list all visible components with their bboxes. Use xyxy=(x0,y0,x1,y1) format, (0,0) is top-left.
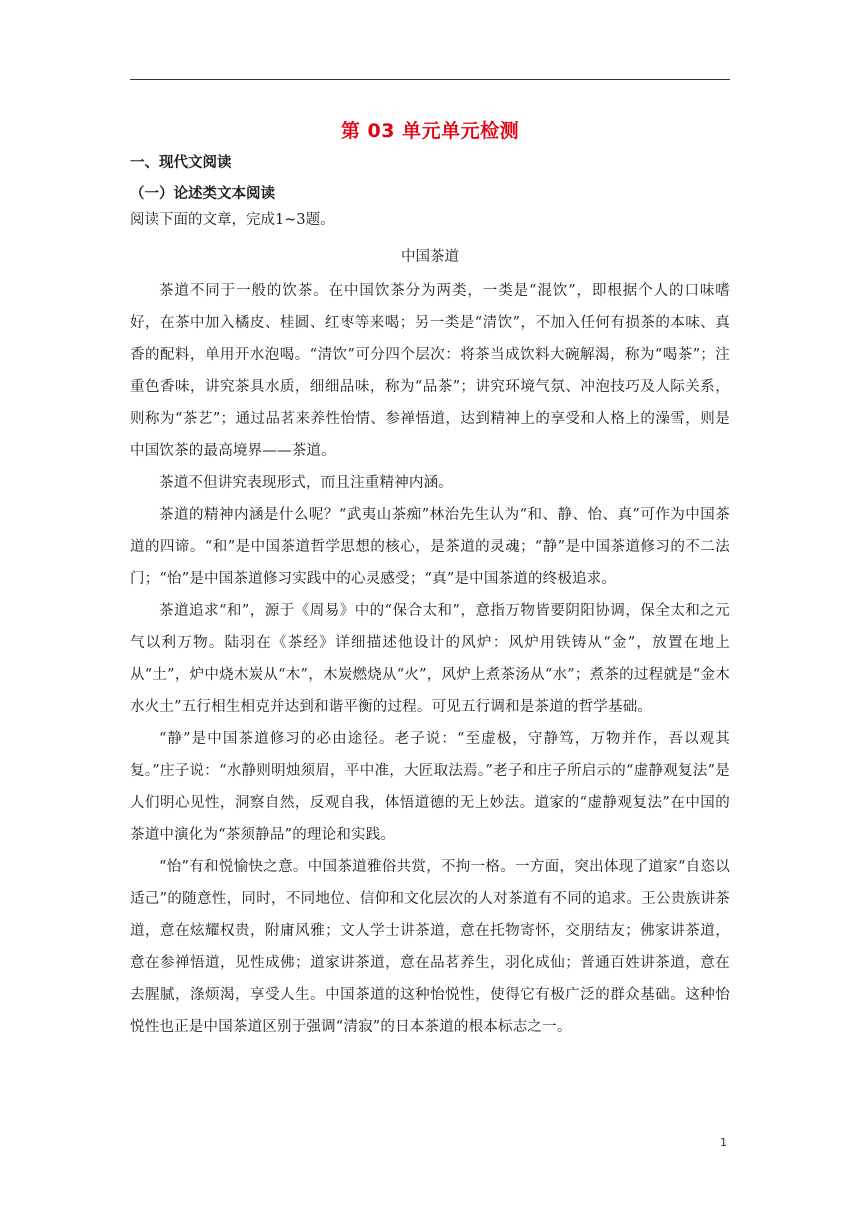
article-paragraph: “静”是中国茶道修习的必由途径。老子说：“至虚极，守静笃，万物并作，吾以观其复。”庄子说：“水静则明烛须眉，平中准，大匠取法焉。”老子和庄子所启示的“虚静观复法”是人们明心见性，洞察自然，反观自我，体悟道德的无上妙法。道家的“虚静观复法”在中国的茶道中演化为“茶须静品”的理论和实践。 xyxy=(130,731,730,843)
article-title: 中国茶道 xyxy=(401,249,459,265)
section-heading: 一、现代文阅读 xyxy=(130,155,232,171)
article-body xyxy=(130,275,730,1043)
subsection-heading: （一）论述类文本阅读 xyxy=(130,186,275,202)
article-paragraph: 茶道不但讲究表现形式，而且注重精神内涵。 xyxy=(159,475,453,491)
article-paragraph: “怡”有和悦愉快之意。中国茶道雅俗共赏，不拘一格。一方面，突出体现了道家“自恣以适己”的随意性，同时，不同地位、信仰和文化层次的人对茶道有不同的追求。王公贵族讲茶道，意在炫耀权贵，附庸风雅；文人学士讲茶道，意在托物寄怀，交朋结友；佛家讲茶道，意在参禅悟道，见性成佛；道家讲茶道，意在品茗养生，羽化成仙；普通百姓讲茶道，意在去腥腻，涤烦渴，享受人生。中国茶道的这种怡悦性，使得它有极广泛的群众基础。这种怡悦性也正是中国茶道区别于强调“清寂”的日本茶道的根本标志之一。 xyxy=(130,859,730,1035)
document-title: 第 03 单元单元检测 xyxy=(340,120,520,142)
article-paragraph: 茶道的精神内涵是什么呢？“武夷山茶痴”林治先生认为“和、静、怡、真”可作为中国茶道的四谛。“和”是中国茶道哲学思想的核心，是茶道的灵魂；“静”是中国茶道修习的不二法门；“怡”是中国茶道修习实践中的心灵感受；“真”是中国茶道的终极追求。 xyxy=(130,507,730,587)
header-rule xyxy=(130,79,730,80)
article-paragraph: 茶道不同于一般的饮茶。在中国饮茶分为两类，一类是“混饮”，即根据个人的口味嗜好，在茶中加入橘皮、桂圆、红枣等来喝；另一类是“清饮”，不加入任何有损茶的本味、真香的配料，单用开水泡喝。“清饮”可分四个层次：将茶当成饮料大碗解渴，称为“喝茶”；注重色香味，讲究茶具水质，细细品味，称为“品茶”；讲究环境气氛、冲泡技巧及人际关系，则称为“茶艺”；通过品茗来养性怡情、参禅悟道，达到精神上的享受和人格上的澡雪，则是中国饮茶的最高境界——茶道。 xyxy=(130,283,730,459)
article-paragraph: 茶道追求“和”，源于《周易》中的“保合太和”，意指万物皆要阴阳协调，保全太和之元气以利万物。陆羽在《茶经》详细描述他设计的风炉：风炉用铁铸从“金”，放置在地上从“土”，炉中烧木炭从“木”，木炭燃烧从“火”，风炉上煮茶汤从“水”；煮茶的过程就是“金木水火土”五行相生相克并达到和谐平衡的过程。可见五行调和是茶道的哲学基础。 xyxy=(130,603,730,715)
page-number: 1 xyxy=(720,1136,727,1149)
reading-instruction: 阅读下面的文章，完成1~3题。 xyxy=(130,212,335,228)
